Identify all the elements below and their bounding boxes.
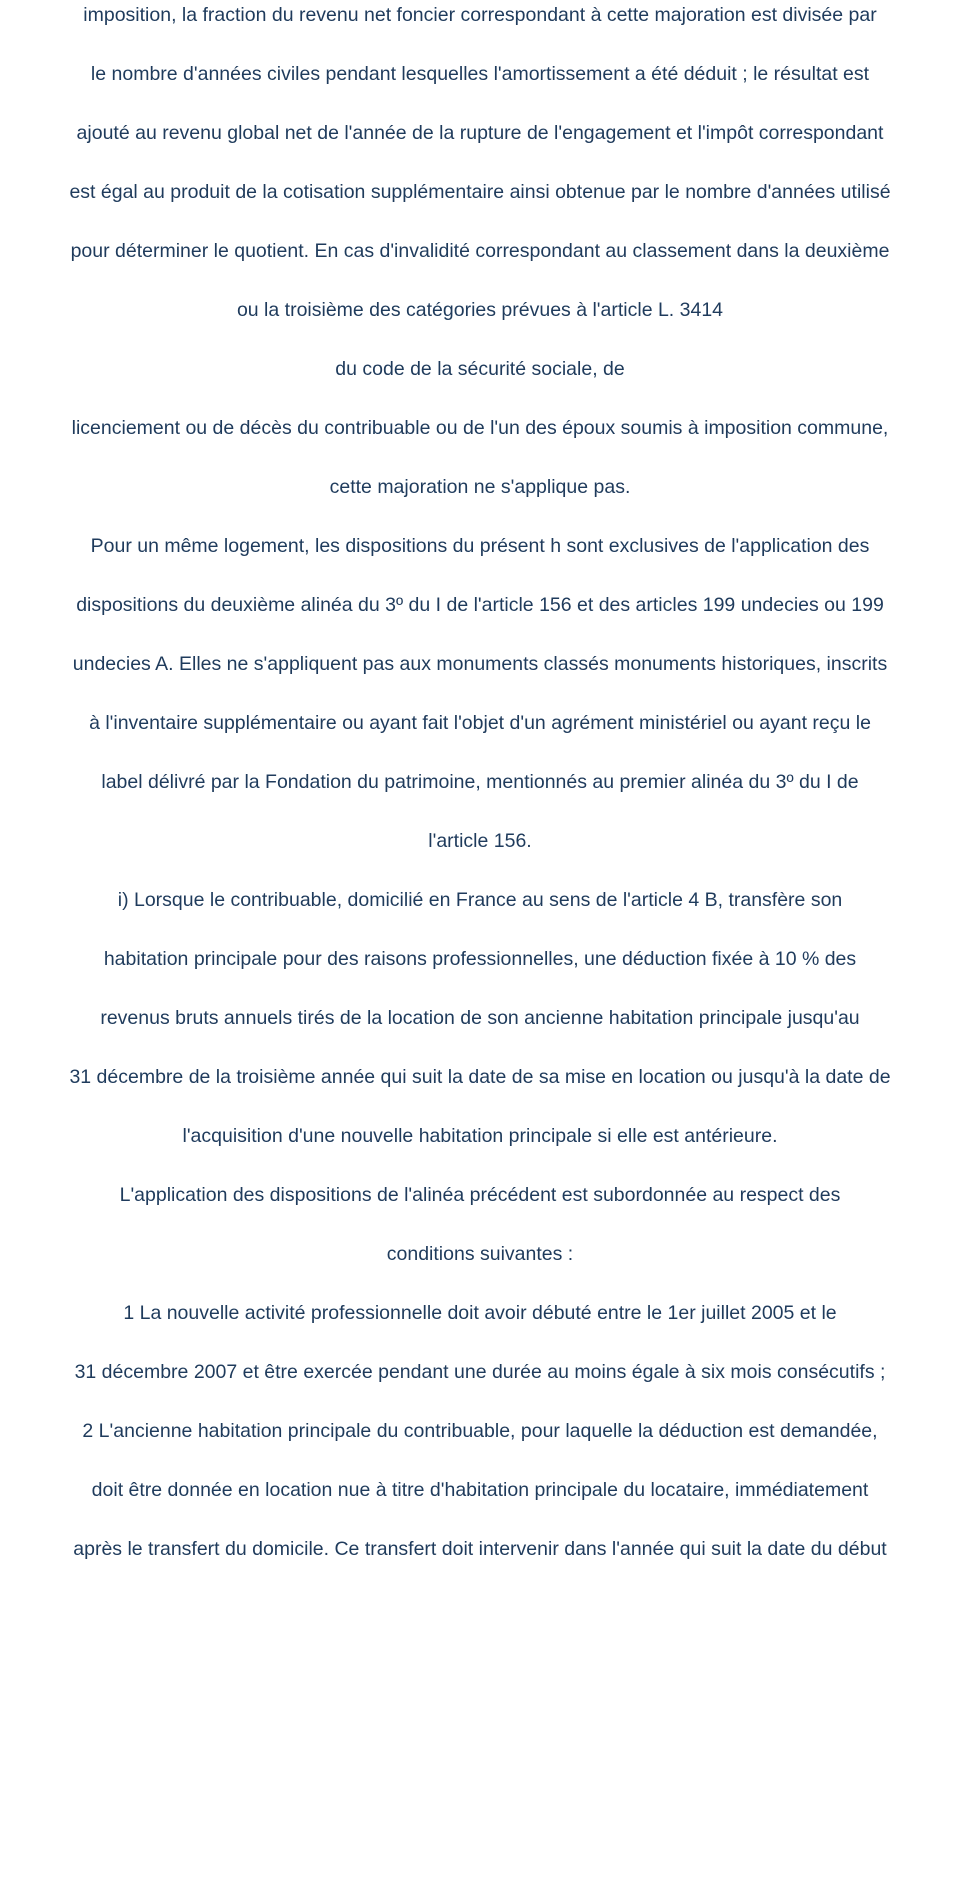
text-line: habitation principale pour des raisons professionnelles, une déduction fixée à 10 % des	[103, 948, 857, 970]
text-line: est égal au produit de la cotisation supplémentaire ainsi obtenue par le nombre d'années utilisé	[69, 181, 891, 203]
text-line: l'acquisition d'une nouvelle habitation principale si elle est antérieure.	[182, 1125, 778, 1147]
text-line: label délivré par la Fondation du patrimoine, mentionnés au premier alinéa du 3º du I de	[101, 771, 859, 793]
text-line: pour déterminer le quotient. En cas d'invalidité correspondant au classement dans la deuxième	[70, 240, 890, 262]
text-line: 1 La nouvelle activité professionnelle doit avoir débuté entre le 1er juillet 2005 et le	[123, 1302, 837, 1324]
text-line: ou la troisième des catégories prévues à l'article L. 3414	[236, 299, 724, 321]
text-line: 2 L'ancienne habitation principale du contribuable, pour laquelle la déduction est demandée,	[82, 1420, 878, 1442]
text-line: conditions suivantes :	[386, 1243, 574, 1265]
text-line: après le transfert du domicile. Ce transfert doit intervenir dans l'année qui suit la date du début	[73, 1538, 887, 1560]
text-line: imposition, la fraction du revenu net foncier correspondant à cette majoration est divisée par	[83, 4, 877, 26]
text-line: undecies A. Elles ne s'appliquent pas aux monuments classés monuments historiques, inscrits	[72, 653, 888, 675]
text-line: à l'inventaire supplémentaire ou ayant fait l'objet d'un agrément ministériel ou ayant reçu le	[89, 712, 871, 734]
text-line: licenciement ou de décès du contribuable ou de l'un des époux soumis à imposition commune,	[71, 417, 889, 439]
text-line: i) Lorsque le contribuable, domicilié en France au sens de l'article 4 B, transfère son	[117, 889, 843, 911]
text-line: L'application des dispositions de l'alinéa précédent est subordonnée au respect des	[119, 1184, 841, 1206]
text-line: Pour un même logement, les dispositions du présent h sont exclusives de l'application des	[90, 535, 870, 557]
text-line: du code de la sécurité sociale, de	[335, 358, 625, 380]
text-line: doit être donnée en location nue à titre d'habitation principale du locataire, immédiatement	[91, 1479, 869, 1501]
text-line: ajouté au revenu global net de l'année de la rupture de l'engagement et l'impôt correspondant	[76, 122, 884, 144]
text-line: revenus bruts annuels tirés de la location de son ancienne habitation principale jusqu'au	[100, 1007, 860, 1029]
text-line: le nombre d'années civiles pendant lesquelles l'amortissement a été déduit ; le résultat est	[90, 63, 870, 85]
text-line: dispositions du deuxième alinéa du 3º du I de l'article 156 et des articles 199 undecies ou 199	[76, 594, 884, 616]
text-line: cette majoration ne s'applique pas.	[329, 476, 631, 498]
text-line: 31 décembre 2007 et être exercée pendant une durée au moins égale à six mois consécutifs ;	[74, 1361, 886, 1383]
text-line: 31 décembre de la troisième année qui suit la date de sa mise en location ou jusqu'à la date de	[69, 1066, 891, 1088]
text-line: l'article 156.	[428, 830, 532, 852]
